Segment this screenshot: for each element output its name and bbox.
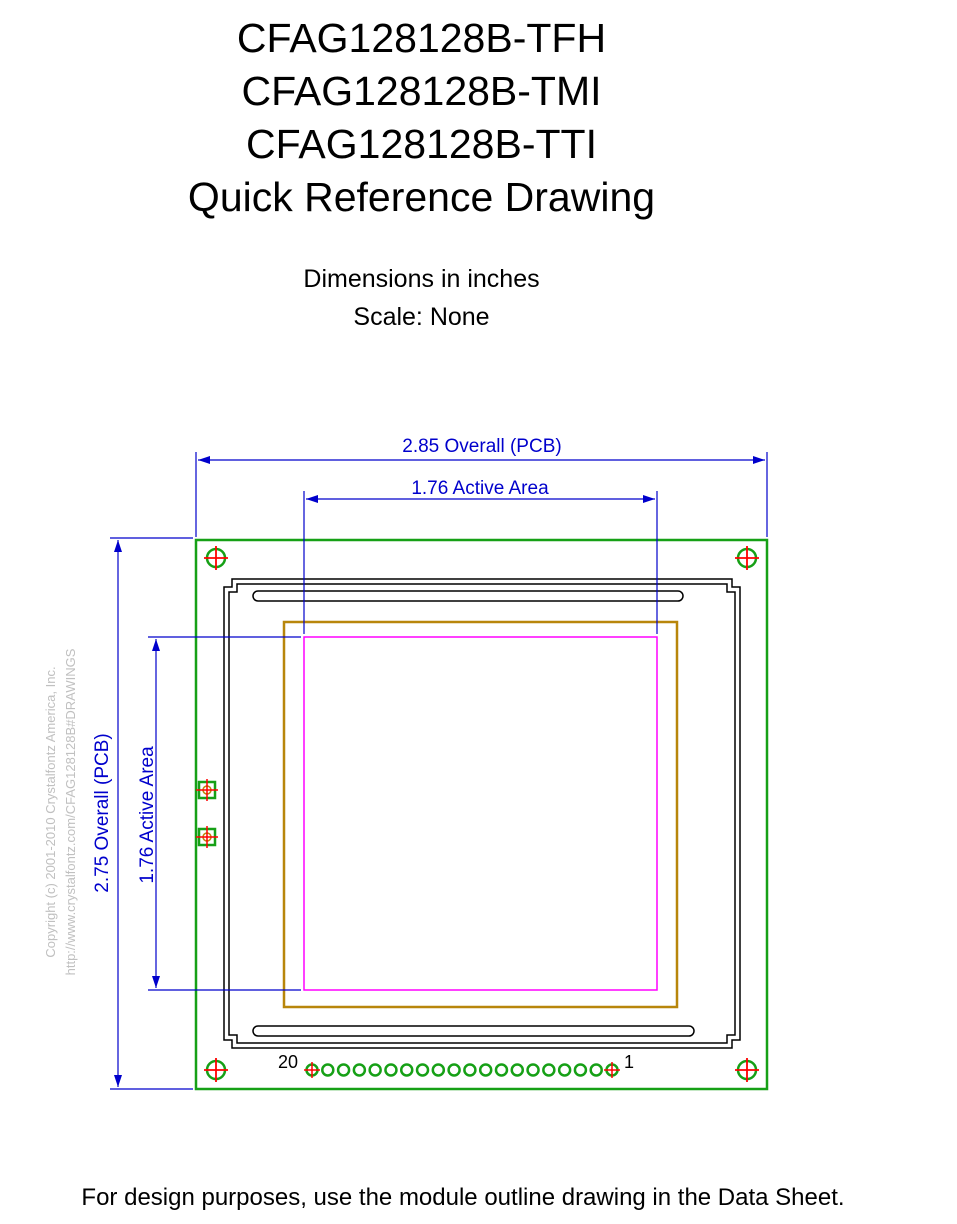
title-line-1: CFAG128128B-TFH [236, 15, 607, 61]
connector-pin [338, 1065, 349, 1076]
viewing-area-outline [284, 622, 677, 1007]
connector-pin [575, 1065, 586, 1076]
connector-pin [512, 1065, 523, 1076]
overall-height-label: 2.75 Overall (PCB) [92, 733, 113, 893]
connector-pin [433, 1065, 444, 1076]
active-width-label: 1.76 Active Area [411, 478, 549, 499]
copyright-line-2: http://www.crystalfontz.com/CFAG128128B#DRAWINGS [63, 648, 78, 976]
title-line-2: CFAG128128B-TMI [241, 68, 602, 114]
copyright-line-1: Copyright (c) 2001-2010 Crystalfontz America, Inc. [43, 666, 58, 958]
connector-pin [401, 1065, 412, 1076]
active-height-label: 1.76 Active Area [137, 746, 158, 884]
connector-pin [591, 1065, 602, 1076]
mounting-hole-icon [204, 1058, 228, 1082]
connector-pin [449, 1065, 460, 1076]
connector-pin [528, 1065, 539, 1076]
module-frame [224, 579, 740, 1048]
connector-pin [480, 1065, 491, 1076]
connector-pins [304, 1062, 620, 1078]
side-pad [196, 826, 218, 848]
connector-pin [322, 1065, 333, 1076]
mounting-hole-icon [735, 546, 759, 570]
side-pad [196, 779, 218, 801]
pin-label-1: 1 [623, 1052, 635, 1072]
overall-width-label: 2.85 Overall (PCB) [402, 436, 562, 457]
connector-pin [543, 1065, 554, 1076]
scale-note: Scale: None [353, 303, 490, 331]
connector-pin [496, 1065, 507, 1076]
top-slot [253, 591, 683, 601]
side-pads [196, 779, 218, 848]
title-line-3: CFAG128128B-TTI [246, 121, 597, 167]
bottom-slot [253, 1026, 694, 1036]
connector-pin [417, 1065, 428, 1076]
mounting-hole-icon [204, 546, 228, 570]
mounting-hole-icon [735, 1058, 759, 1082]
footer-note: For design purposes, use the module outline drawing in the Data Sheet. [81, 1184, 845, 1211]
active-area-outline [304, 637, 657, 990]
connector-pin [559, 1065, 570, 1076]
title-line-4: Quick Reference Drawing [187, 174, 656, 220]
connector-pin [385, 1065, 396, 1076]
pin-label-20: 20 [277, 1052, 299, 1072]
dimension-lines [110, 452, 767, 1089]
connector-pin [370, 1065, 381, 1076]
connector-pin [354, 1065, 365, 1076]
connector-pin [604, 1062, 620, 1078]
units-note: Dimensions in inches [303, 265, 540, 293]
connector-pin [464, 1065, 475, 1076]
connector-pin [304, 1062, 320, 1078]
